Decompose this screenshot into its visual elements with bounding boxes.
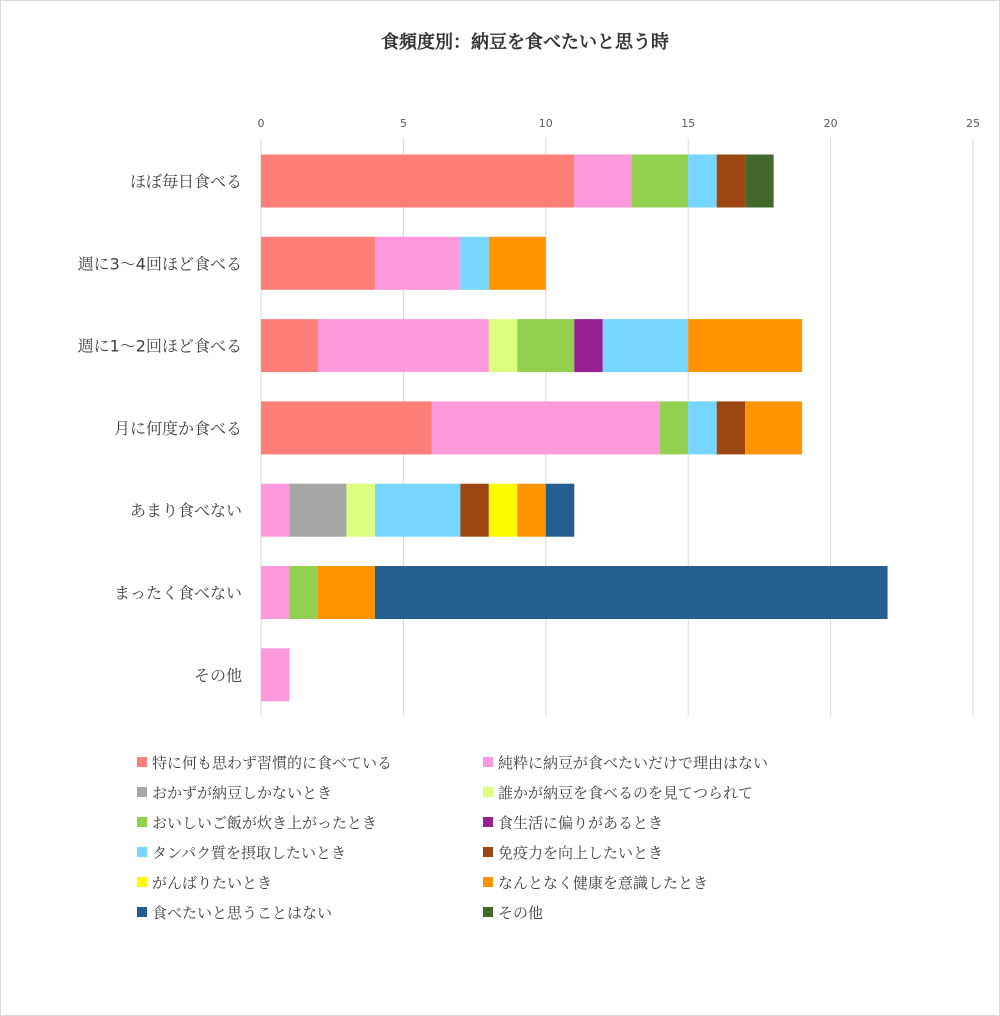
category-label: 週に1〜2回ほど食べる <box>77 336 242 356</box>
legend-label: その他 <box>498 904 544 922</box>
bar-segment <box>289 484 346 537</box>
legend-label: なんとなく健康を意識したとき <box>498 874 709 892</box>
legend <box>137 754 768 922</box>
legend-swatch <box>483 787 493 797</box>
bar-segment <box>261 566 289 619</box>
bar-segment <box>261 484 289 537</box>
bar-segment <box>318 319 489 372</box>
legend-label: 食生活に偏りがあるとき <box>498 814 664 832</box>
legend-label: タンパク質を摂取したいとき <box>152 844 346 862</box>
bar-segment <box>346 484 374 537</box>
legend-label: 食べたいと思うことはない <box>152 904 333 922</box>
legend-swatch <box>137 847 147 857</box>
category-label: その他 <box>193 665 242 685</box>
bar-segment <box>261 401 432 454</box>
category-label: 月に何度か食べる <box>113 418 242 438</box>
bar-segment <box>261 237 375 290</box>
x-tick-label: 20 <box>823 117 838 130</box>
legend-swatch <box>137 907 147 917</box>
bar-segment <box>375 566 888 619</box>
bar-segment <box>660 401 688 454</box>
bar-segment <box>745 401 802 454</box>
legend-swatch <box>137 787 147 797</box>
bar-segment <box>574 319 602 372</box>
bar-segment <box>460 484 488 537</box>
legend-swatch <box>483 817 493 827</box>
bar-segment <box>489 484 517 537</box>
bar-segment <box>375 484 460 537</box>
chart-title: 食頻度別：納豆を食べたいと思う時 <box>381 32 669 53</box>
bar-segment <box>717 401 745 454</box>
bar-segment <box>688 155 716 208</box>
bar-segment <box>489 319 517 372</box>
legend-label: 特に何も思わず習慣的に食べている <box>152 754 393 772</box>
bar-segment <box>688 401 716 454</box>
legend-label: おいしいご飯が炊き上がったとき <box>152 814 378 832</box>
legend-swatch <box>483 907 493 917</box>
bar-segment <box>717 155 745 208</box>
legend-swatch <box>137 877 147 887</box>
category-label: まったく食べない <box>113 583 242 603</box>
bar-segment <box>289 566 317 619</box>
bar-segment <box>574 155 631 208</box>
bar-segment <box>517 484 545 537</box>
category-label: 週に3〜4回ほど食べる <box>77 254 242 274</box>
legend-swatch <box>483 877 493 887</box>
x-tick-label: 0 <box>257 117 265 130</box>
bar-segment <box>261 648 289 701</box>
legend-label: がんばりたいとき <box>152 874 273 892</box>
legend-label: 誰かが納豆を食べるのを見てつられて <box>498 784 754 802</box>
legend-swatch <box>483 757 493 767</box>
bar-segment <box>489 237 546 290</box>
bar-segment <box>261 155 574 208</box>
bar-segment <box>603 319 688 372</box>
legend-label: 純粋に納豆が食べたいだけで理由はない <box>498 754 769 772</box>
legend-swatch <box>137 757 147 767</box>
bar-segment <box>745 155 773 208</box>
bar-segment <box>375 237 460 290</box>
x-tick-label: 10 <box>538 117 553 130</box>
bar-segment <box>460 237 488 290</box>
bar-segment <box>517 319 574 372</box>
bar-segment <box>261 319 318 372</box>
bar-segment <box>688 319 802 372</box>
legend-swatch <box>137 817 147 827</box>
x-tick-label: 15 <box>681 117 696 130</box>
bar-segment <box>546 484 574 537</box>
x-tick-label: 5 <box>399 117 407 130</box>
category-label: ほぼ毎日食べる <box>129 172 242 191</box>
x-tick-label: 25 <box>966 117 980 130</box>
legend-label: おかずが納豆しかないとき <box>152 784 333 802</box>
bar-segment <box>432 401 660 454</box>
bars-layer <box>261 155 888 702</box>
category-label: あまり食べない <box>129 501 242 521</box>
bar-segment <box>631 155 688 208</box>
legend-swatch <box>483 847 493 857</box>
bar-segment <box>318 566 375 619</box>
legend-label: 免疫力を向上したいとき <box>498 844 664 862</box>
